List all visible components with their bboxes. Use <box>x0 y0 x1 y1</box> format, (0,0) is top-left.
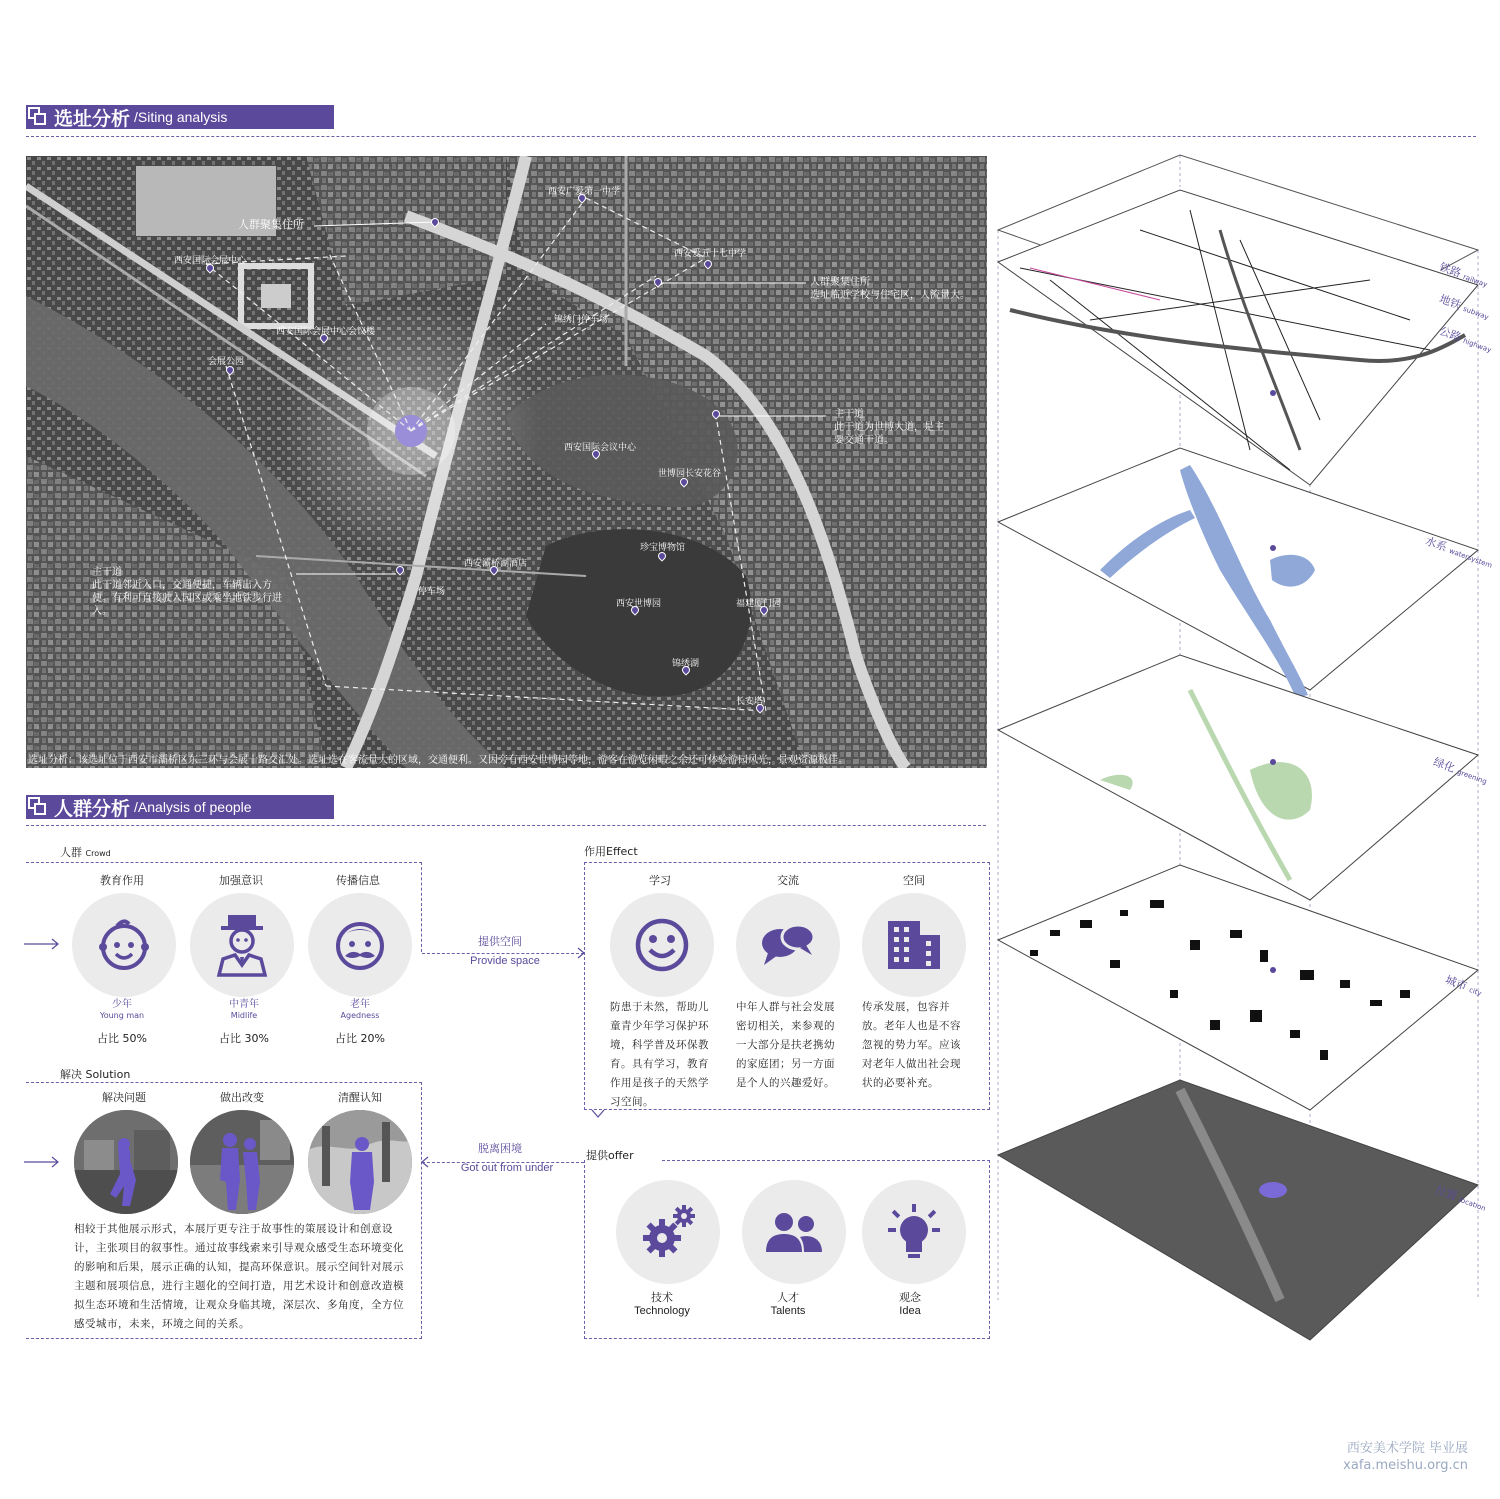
offer-frame-top <box>662 1160 990 1161</box>
layer-roads <box>998 155 1478 485</box>
crowd-circle-young <box>72 893 176 997</box>
crowd-circle-midlife <box>190 893 294 997</box>
connector-line <box>422 953 584 954</box>
section-title-en: /Siting analysis <box>134 109 228 125</box>
lightbulb-icon <box>884 1202 944 1262</box>
note-main-road-1 <box>834 408 952 447</box>
chevron-down-icon <box>590 1108 606 1120</box>
smile-icon <box>634 917 690 973</box>
map-label: 长安塔 <box>736 697 764 707</box>
section-square-icon <box>28 797 48 817</box>
arrow-left-icon <box>418 1155 432 1169</box>
age-label-midlife: 中青年 Midlife <box>229 999 259 1020</box>
effect-text-space: 传承发展，包容并放。老年人也是不容忽视的势力军。应该对老年人做出社会现状的必要补充。 <box>862 1001 961 1089</box>
layer-label-greening: 绿化 greening <box>1431 755 1488 786</box>
solution-text: 相较于其他展示形式，本展厅更专注于故事性的策展设计和创意设计，主张项目的叙事性。通过故事线索来引导观众感受生态环境变化的影响和后果，展示正确的认知，提高环保意识。展示空间针对展示主题和展项信息，进行主题化的空间打造，用艺术设计和创意改造模拟生态环境和生活情境，让观众身临其境，深层次、多角度，全方位感受城市，未来，环境之间的关系。 <box>74 1223 404 1330</box>
people-icon <box>764 1210 824 1254</box>
divider <box>26 825 986 826</box>
map-label: 西安爱五十七中学 <box>674 249 747 259</box>
map-label: 福建厦门园 <box>736 599 782 609</box>
chat-icon <box>760 921 816 969</box>
map-label: 锦绣门停车场 <box>554 315 609 325</box>
map-label: 西安广爱第一中学 <box>548 187 621 197</box>
map-label: 西安国际会议中心 <box>564 443 637 453</box>
mustache-face-icon <box>329 916 391 974</box>
arrow-right-icon <box>24 936 64 952</box>
solution-photo-problem <box>74 1110 178 1214</box>
crowd-col-title: 加强意识 <box>219 874 263 887</box>
section-square-icon <box>28 107 48 127</box>
watermark <box>1343 1440 1468 1474</box>
offer-label-technology: 技术 Technology <box>634 1292 690 1317</box>
solution-photo-change <box>190 1110 294 1214</box>
connector-get-out-cn: 脱离困境 <box>478 1142 522 1155</box>
map-label: 珍宝博物馆 <box>640 543 686 553</box>
note-main-road-2 <box>92 566 288 618</box>
note-crowd-residence: 人群聚集住所 <box>238 218 304 231</box>
offer-label-talents: 人才 Talents <box>770 1292 806 1317</box>
map-label: 西安世博园 <box>616 599 662 609</box>
arrow-right-icon <box>24 1154 64 1170</box>
map-caption: 选址分析：该选址位于西安市灞桥区东三环与会展十路交汇处。选址选在客流量大的区域，交通便利。又因旁有西安世博园等地，游客在游览闲暇之余还可体验游园风光，景观资源极佳。 <box>28 755 848 766</box>
note-title: 人群聚集住所 <box>810 277 870 288</box>
note-title: 主干道 <box>834 409 864 420</box>
percent-young: 占比 50% <box>97 1032 147 1045</box>
solution-col-title: 做出改变 <box>220 1091 264 1104</box>
effect-text-learn: 防患于未然，帮助儿童青少年学习保护环境，科学普及环保教育。具有学习，教育作用是孩子的天然学习空间。 <box>610 1001 709 1108</box>
layer-label-city: 城市 city <box>1443 973 1483 998</box>
layer-label-railway: 铁路 railway <box>1437 260 1489 289</box>
note-body: 选址临近学校与住宅区，人流量大。 <box>810 290 970 301</box>
connector-provide-space-cn: 提供空间 <box>478 935 522 948</box>
solution-col-title: 解决问题 <box>102 1091 146 1104</box>
solution-col-title: 清醒认知 <box>338 1091 382 1104</box>
map-label: 西安灞桥湖酒店 <box>464 559 528 569</box>
section-title-cn: 选址分析 <box>54 107 131 130</box>
child-face-icon <box>95 916 153 974</box>
map-label: 世博园长安花谷 <box>658 469 722 479</box>
effect-text-exchange: 中年人群与社会发展密切相关，来参观的一大部分是扶老携幼的家庭团；另一方面是个人的兴趣爱好。 <box>736 1001 835 1089</box>
offer-circle-talents <box>742 1180 846 1284</box>
offer-circle-technology <box>616 1180 720 1284</box>
offer-label-idea: 观念 Idea <box>899 1292 921 1317</box>
solution-photo-graphic <box>308 1110 412 1214</box>
effect-circle-learn <box>610 893 714 997</box>
section-header-siting <box>26 105 334 129</box>
watermark-line2: xafa.meishu.org.cn <box>1343 1458 1468 1473</box>
gears-icon <box>638 1202 698 1262</box>
crowd-col-title: 传播信息 <box>336 874 380 887</box>
connector-get-out-en: Got out from under <box>460 1162 554 1174</box>
building-icon <box>886 919 942 971</box>
note-title: 主干道 <box>92 567 122 578</box>
effect-circle-space <box>862 893 966 997</box>
man-hat-icon <box>213 913 271 977</box>
note-body: 此干道邻近入口，交通便捷，车辆出入方便。有利可直接驶入园区或乘坐地铁步行进入。 <box>92 580 282 617</box>
map-label: 西安国际会展中心 <box>174 256 247 266</box>
solution-title: 解决 Solution <box>60 1068 131 1081</box>
layer-city <box>998 865 1478 1110</box>
layer-label-water: 水系 watersystem <box>1423 534 1494 570</box>
layer-label-highway: 公路 highway <box>1437 324 1493 355</box>
map-label: 会展公园 <box>208 357 245 367</box>
connector-provide-space-en: Provide space <box>470 955 540 967</box>
age-label-aged: 老年 Agedness <box>340 999 380 1020</box>
map-label: 锦绣湖 <box>672 659 700 669</box>
note-crowd-residence-2 <box>810 276 980 302</box>
section-title-en: /Analysis of people <box>134 799 252 815</box>
watermark-line1: 西安美术学院 毕业展 <box>1346 1441 1468 1456</box>
layer-label-subway: 地铁 subway <box>1437 292 1490 322</box>
percent-aged: 占比 20% <box>335 1032 385 1045</box>
layer-location <box>998 1080 1478 1340</box>
aerial-map-graphic <box>26 156 987 768</box>
layer-label-location: 位置 location <box>1433 1183 1487 1213</box>
effect-circle-exchange <box>736 893 840 997</box>
map-label: 停车场 <box>418 587 446 597</box>
percent-midlife: 占比 30% <box>219 1032 269 1045</box>
effect-col-title: 空间 <box>903 874 925 887</box>
effect-col-title: 学习 <box>649 874 671 887</box>
crowd-title: 人群 Crowd <box>60 846 111 859</box>
map-label: 西安国际会展中心会议楼 <box>276 327 376 337</box>
offer-circle-idea <box>862 1180 966 1284</box>
effect-title: 作用Effect <box>584 845 638 858</box>
divider <box>26 136 1476 137</box>
aerial-map <box>26 156 987 768</box>
layer-water <box>998 448 1478 698</box>
effect-col-title: 交流 <box>777 874 799 887</box>
age-label-young: 少年 Young man <box>99 999 145 1020</box>
solution-photo-awareness <box>308 1110 412 1214</box>
solution-photo-graphic <box>74 1110 178 1214</box>
section-title-cn: 人群分析 <box>54 797 131 820</box>
layer-stack-diagram <box>990 150 1490 1350</box>
crowd-col-title: 教育作用 <box>100 874 144 887</box>
crowd-circle-aged <box>308 893 412 997</box>
note-body: 此干道为世博大道，是主要交通干道。 <box>834 422 944 446</box>
section-header-people <box>26 795 334 819</box>
solution-photo-graphic <box>190 1110 294 1214</box>
offer-title: 提供offer <box>586 1149 634 1162</box>
layer-green <box>998 655 1478 900</box>
